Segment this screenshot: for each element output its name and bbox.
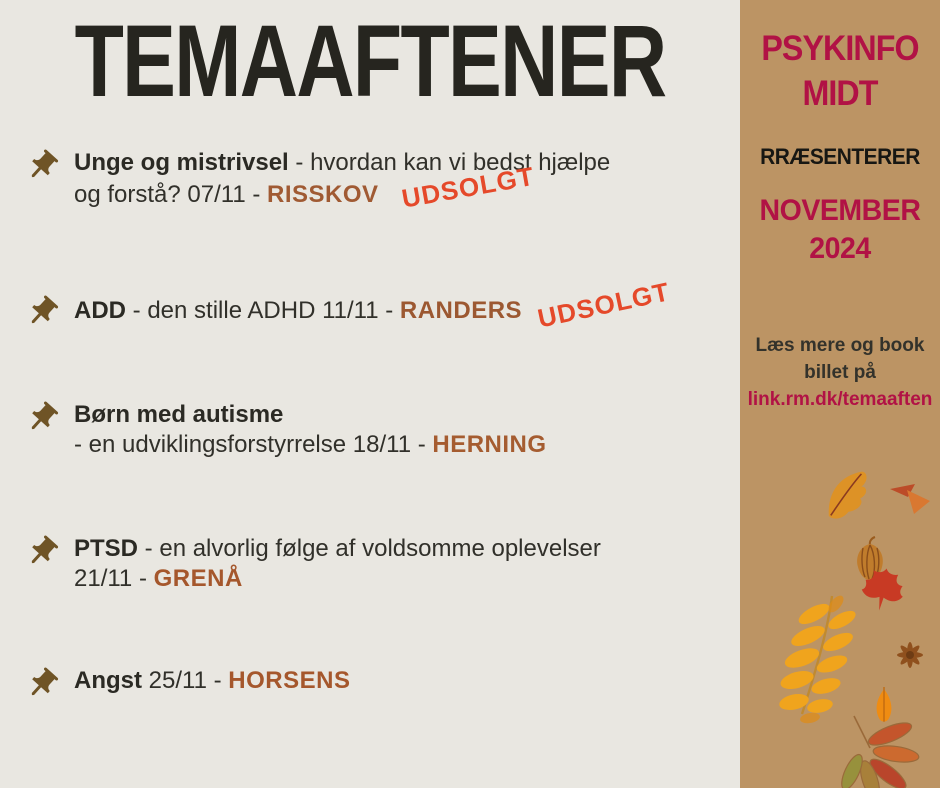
- event-location: GRENÅ: [153, 565, 243, 592]
- event-item-angst: [24, 666, 350, 702]
- month-line2: 2024: [809, 232, 871, 265]
- rowan-leaf-image: [770, 592, 862, 728]
- event-item-born-med-autisme: [24, 400, 547, 460]
- cta-text: [740, 332, 940, 386]
- event-line: [74, 534, 601, 564]
- event-description: - en udviklingsforstyrrelse 18/11 -: [74, 431, 433, 458]
- event-line: [74, 564, 601, 594]
- event-description: - hvordan kan vi bedst hjælpe: [288, 149, 611, 176]
- event-title: Børn med autisme: [74, 401, 284, 428]
- event-date: 21/11 -: [74, 565, 154, 592]
- pushpin-icon: [17, 659, 68, 710]
- event-date: 25/11 -: [142, 667, 229, 694]
- event-location: RANDERS: [399, 297, 523, 324]
- pushpin-icon: [17, 527, 68, 578]
- event-title: Unge og mistrivsel: [74, 149, 289, 176]
- sidebar: [740, 0, 940, 788]
- brand-line1: PSYKINFO: [761, 29, 919, 68]
- month-title: [745, 192, 935, 268]
- event-line: [74, 400, 547, 430]
- event-location: RISSKOV: [267, 181, 379, 208]
- event-title: Angst: [74, 667, 142, 694]
- event-location: HORSENS: [228, 667, 351, 694]
- month-line1: NOVEMBER: [759, 194, 921, 227]
- pushpin-icon: [17, 393, 68, 444]
- event-item-add: [24, 276, 673, 334]
- event-line: [74, 276, 673, 334]
- page-title: TEMAAFTENER: [74, 5, 666, 119]
- event-date: og forstå? 07/11 -: [74, 181, 268, 208]
- pushpin-icon: [17, 141, 68, 192]
- event-title: ADD: [74, 297, 126, 324]
- oak-leaf-image: [811, 460, 884, 528]
- cta-line2: billet på: [804, 362, 876, 383]
- soldout-stamp: UDSOLGT: [535, 276, 673, 334]
- soldout-stamp: UDSOLGT: [398, 160, 537, 214]
- red-folded-leaf-image: [888, 482, 932, 516]
- event-description: - en alvorlig følge af voldsomme oplevelser: [138, 535, 601, 562]
- creeper-leaf-image: [826, 712, 920, 788]
- maple-leaf-image: [854, 562, 911, 616]
- booking-link[interactable]: link.rm.dk/temaaften: [747, 389, 933, 410]
- star-anise-image: [892, 638, 928, 672]
- event-title: PTSD: [74, 535, 139, 562]
- event-location: HERNING: [432, 431, 547, 458]
- event-item-ptsd: [24, 534, 601, 594]
- event-item-unge-og-mistrivsel: [24, 148, 611, 214]
- event-description: - den stille ADHD 11/11 -: [126, 297, 400, 324]
- event-line: [74, 430, 547, 460]
- presents-label: RRÆSENTERER: [760, 144, 920, 169]
- pushpin-icon: [17, 287, 68, 338]
- event-line: [74, 666, 350, 696]
- brand-title: [748, 26, 932, 116]
- brand-line2: MIDT: [802, 74, 878, 113]
- cta-line1: Læs mere og book: [755, 335, 925, 356]
